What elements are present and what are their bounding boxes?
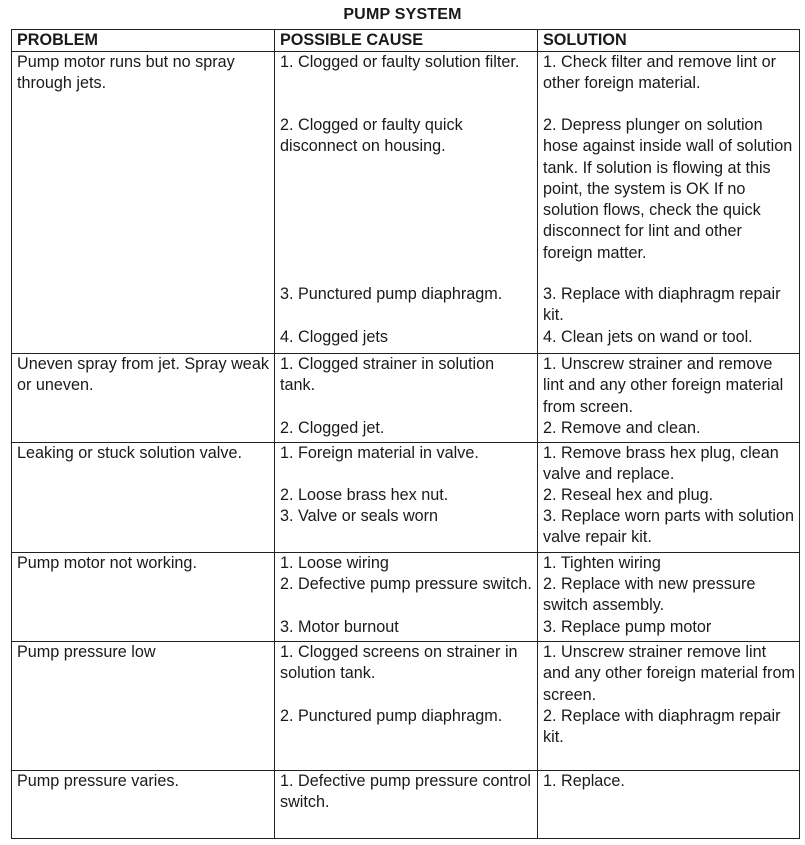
solution-entry: 3. Replace with diaphragm repair kit. — [543, 285, 781, 325]
table-row — [12, 642, 800, 771]
solution-cell — [538, 52, 800, 354]
cause-entry: 1. Clogged screens on strainer in solution tank. — [280, 643, 518, 683]
page-title: PUMP SYSTEM — [343, 6, 462, 23]
problem-text: Leaking or stuck solution valve. — [17, 444, 242, 462]
solution-cell — [538, 553, 800, 642]
cause-entry: 1. Loose wiring — [280, 554, 389, 572]
cause-entry: 3. Motor burnout — [280, 618, 399, 636]
solution-entry: 3. Replace worn parts with solution valve repair kit. — [543, 507, 795, 547]
solution-entry: 1. Check filter and remove lint or other foreign material. — [543, 53, 777, 93]
solution-cell — [538, 771, 800, 839]
table-row — [12, 52, 800, 354]
solution-entry: 2. Replace with new pressure switch assembly. — [543, 575, 756, 615]
cause-entry: 2. Punctured pump diaphragm. — [280, 707, 503, 725]
header-row — [12, 30, 800, 52]
cause-cell — [275, 443, 538, 553]
problem-text: Pump motor not working. — [17, 554, 197, 572]
troubleshooting-table — [11, 29, 800, 839]
cause-entry: 2. Defective pump pressure switch. — [280, 575, 532, 593]
problem-cell — [12, 771, 275, 839]
cause-entry: 1. Defective pump pressure control switch. — [280, 772, 532, 812]
cause-entry: 3. Valve or seals worn — [280, 507, 439, 525]
table-row — [12, 354, 800, 443]
cause-cell — [275, 642, 538, 771]
column-header-problem: PROBLEM — [12, 30, 275, 52]
cause-cell — [275, 354, 538, 443]
table-row — [12, 771, 800, 839]
solution-entry: 4. Clean jets on wand or tool. — [543, 328, 753, 346]
problem-cell — [12, 553, 275, 642]
problem-cell — [12, 52, 275, 354]
cause-entry: 1. Clogged strainer in solution tank. — [280, 355, 495, 395]
solution-cell — [538, 642, 800, 771]
cause-cell — [275, 553, 538, 642]
solution-entry: 1. Replace. — [543, 772, 625, 790]
solution-entry: 2. Replace with diaphragm repair kit. — [543, 707, 781, 747]
cause-entry: 2. Clogged jet. — [280, 419, 385, 437]
solution-entry: 1. Unscrew strainer and remove lint and any other foreign material from screen. — [543, 355, 784, 416]
solution-entry: 2. Depress plunger on solution hose against inside wall of solution tank. If solution is flowing at this point, the system is OK If no solution flows, check the quick disconnect for lint and other foreign matter. — [543, 116, 793, 262]
cause-entry: 1. Foreign material in valve. — [280, 444, 479, 462]
solution-entry: 2. Remove and clean. — [543, 419, 701, 437]
solution-entry: 1. Tighten wiring — [543, 554, 661, 572]
table-row — [12, 553, 800, 642]
solution-entry: 1. Remove brass hex plug, clean valve and replace. — [543, 444, 779, 484]
cause-cell — [275, 52, 538, 354]
solution-entry: 1. Unscrew strainer remove lint and any other foreign material from screen. — [543, 643, 795, 704]
solution-entry: 3. Replace pump motor — [543, 618, 712, 636]
problem-text: Pump pressure varies. — [17, 772, 179, 790]
problem-cell — [12, 642, 275, 771]
cause-cell — [275, 771, 538, 839]
problem-text: Uneven spray from jet. Spray weak or uneven. — [17, 355, 269, 395]
solution-entry: 2. Reseal hex and plug. — [543, 486, 714, 504]
problem-cell — [12, 443, 275, 553]
column-header-solution: SOLUTION — [538, 30, 800, 52]
column-header-possible-cause: POSSIBLE CAUSE — [275, 30, 538, 52]
cause-entry: 2. Clogged or faulty quick disconnect on housing. — [280, 116, 463, 156]
problem-text: Pump pressure low — [17, 643, 156, 661]
cause-entry: 4. Clogged jets — [280, 328, 388, 346]
solution-cell — [538, 443, 800, 553]
cause-entry: 3. Punctured pump diaphragm. — [280, 285, 503, 303]
solution-cell — [538, 354, 800, 443]
cause-entry: 1. Clogged or faulty solution filter. — [280, 53, 520, 71]
cause-entry: 2. Loose brass hex nut. — [280, 486, 449, 504]
problem-text: Pump motor runs but no spray through jets. — [17, 53, 235, 93]
table-row — [12, 443, 800, 553]
problem-cell — [12, 354, 275, 443]
